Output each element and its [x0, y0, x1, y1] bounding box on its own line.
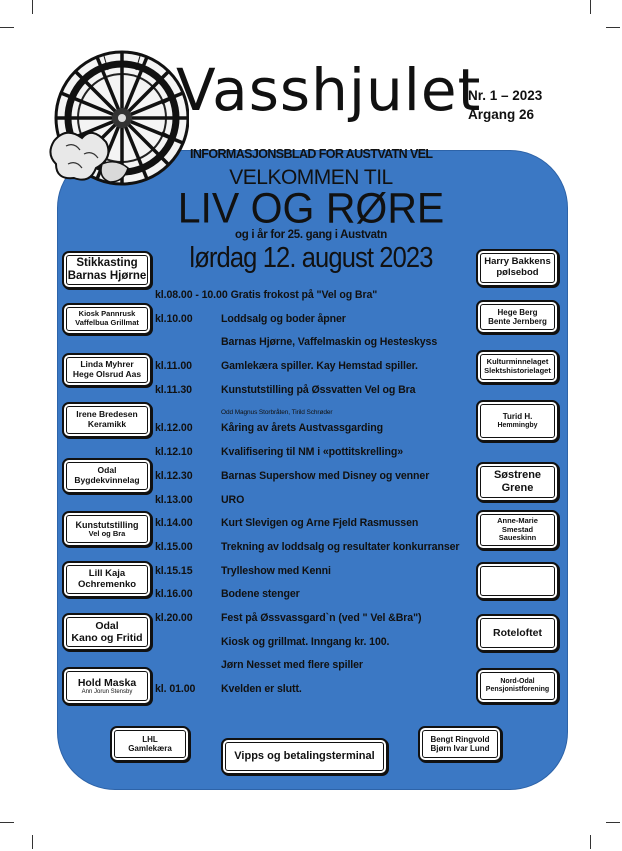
schedule-description: Kvelden er slutt.	[221, 683, 302, 695]
schedule-row	[155, 565, 485, 589]
schedule-row	[155, 470, 485, 494]
schedule-description: Loddsalg og boder åpner	[221, 312, 346, 325]
schedule-time: kl.15.00	[155, 540, 193, 553]
stand-box-left	[62, 251, 152, 289]
stand-box-left	[62, 667, 152, 705]
stand-name: Bengt Ringvold	[430, 734, 490, 744]
schedule-row	[155, 360, 485, 384]
stand-detail: Pensjonistforening	[485, 686, 550, 693]
schedule-time: kl.12.00	[155, 422, 193, 435]
stand-box-right	[476, 462, 559, 502]
schedule-row	[155, 683, 485, 707]
schedule-row	[155, 612, 485, 636]
volume-number: Årgang 26	[468, 107, 535, 122]
stand-box-left	[62, 353, 152, 387]
schedule-time: kl.12.30	[155, 469, 193, 482]
schedule-description: Kåring av årets Austvassgarding	[221, 422, 383, 435]
stand-name: Irene Bredesen	[76, 409, 138, 420]
stand-name: Kunstutstilling	[75, 519, 139, 530]
crop-mark	[590, 0, 591, 14]
welcome-heading: VELKOMMEN TIL	[229, 166, 393, 189]
stand-name: Harry Bakkens	[484, 256, 551, 268]
schedule-description: Trylleshow med Kenni	[221, 564, 331, 577]
schedule-description: Fest på Øssvassgard`n (ved " Vel &Bra")	[221, 611, 422, 624]
schedule-row	[155, 422, 485, 446]
schedule-description: URO	[221, 493, 245, 506]
stand-name: Linda Myhrer	[80, 359, 134, 370]
stand-box-bottom	[418, 726, 502, 762]
crop-mark	[0, 822, 14, 823]
anniversary-line: og i år for 25. gang i Austvatn	[235, 229, 387, 241]
stand-box-right	[476, 300, 559, 334]
stand-box-right	[476, 668, 559, 704]
stand-name: Kiosk Pannrusk	[78, 309, 136, 319]
payment-info-box	[221, 738, 388, 775]
crop-mark	[32, 0, 33, 14]
stand-box-right	[476, 249, 559, 287]
crop-mark	[606, 822, 620, 823]
payment-text: Vipps og betalingsterminal	[234, 750, 375, 763]
stand-box-right	[476, 614, 559, 652]
schedule-time: kl.11.30	[155, 383, 192, 396]
stand-name: Stikkasting	[76, 256, 138, 269]
stand-detail: Keramikk	[87, 419, 127, 429]
schedule-row	[155, 517, 485, 541]
schedule-row	[155, 336, 485, 360]
issue-number: Nr. 1 – 2023	[468, 88, 543, 103]
schedule-description: Odd Magnus Storbråten, Tirild Schrøder	[221, 409, 333, 417]
event-name-heading: LIV OG RØRE	[177, 183, 445, 233]
stand-name: Hege Berg	[497, 307, 538, 317]
stand-name: Lill Kaja	[88, 567, 126, 579]
newsletter-subtitle: INFORMASJONSBLAD FOR AUSTVATN VEL	[190, 147, 433, 161]
crop-mark	[0, 27, 14, 28]
stand-detail: Vel og Bra	[88, 528, 126, 538]
stand-detail: Bjørn Ivar Lund	[430, 744, 490, 753]
schedule-time: kl.20.00	[155, 611, 193, 624]
schedule-description: Gratis frokost på "Vel og Bra"	[230, 289, 378, 301]
schedule-time: kl. 01.00	[155, 683, 196, 695]
schedule-row	[155, 636, 485, 660]
stand-name: Anne-Marie	[497, 516, 538, 526]
stand-box-left	[62, 402, 152, 438]
stand-name: Nord-Odal	[500, 677, 535, 685]
schedule-row	[155, 289, 485, 313]
stand-name: Odal	[95, 619, 119, 632]
stand-detail: Vaffelbua Grillmat	[75, 318, 139, 327]
schedule-row	[155, 494, 485, 518]
schedule-row	[155, 446, 485, 470]
stand-detail: pølsebod	[496, 267, 539, 278]
schedule-time: kl.10.00	[155, 312, 193, 325]
schedule-row	[155, 407, 485, 422]
stand-box-bottom	[110, 726, 190, 762]
issue-info	[468, 86, 542, 124]
schedule-time: kl.14.00	[155, 517, 193, 530]
stand-box-left	[62, 458, 152, 494]
schedule-description: Jørn Nesset med flere spiller	[221, 659, 363, 672]
stand-box-left	[62, 303, 152, 335]
stand-detail: Kano og Fritid	[71, 632, 143, 644]
schedule-description: Barnas Supershow med Disney og venner	[221, 469, 430, 482]
stand-detail: Bygdekvinnelag	[74, 475, 140, 485]
schedule-time: kl.08.00 - 10.00	[155, 289, 228, 301]
program-schedule	[155, 289, 485, 707]
stand-detail: Smestad	[501, 524, 534, 534]
stand-detail: Barnas Hjørne	[67, 270, 147, 282]
stand-box-left	[62, 613, 152, 651]
stand-detail: Gamlekæra	[128, 744, 172, 753]
stand-detail: Ochremenko	[77, 578, 137, 590]
schedule-description: Kiosk og grillmat. Inngang kr. 100.	[221, 635, 390, 648]
stand-detail: Slektshistorielaget	[484, 366, 551, 375]
stand-detail: Ann Jorun Stensby	[81, 688, 133, 695]
schedule-row	[155, 541, 485, 565]
stand-detail: Hemmingby	[497, 421, 538, 429]
stand-name: Odal	[97, 465, 117, 476]
schedule-row	[155, 659, 485, 683]
schedule-time: kl.12.10	[155, 446, 193, 459]
stand-name: Turid H.	[502, 412, 533, 422]
stand-box-left	[62, 511, 152, 547]
schedule-time: kl.13.00	[155, 493, 193, 506]
crop-mark	[32, 835, 33, 849]
stand-box-right	[476, 350, 559, 384]
schedule-row	[155, 384, 485, 408]
schedule-description: Trekning av loddsalg og resultater konkurranser	[221, 540, 460, 553]
schedule-description: Kunstutstilling på Øssvatten Vel og Bra	[221, 383, 416, 396]
schedule-time: kl.15.15	[155, 564, 193, 577]
schedule-description: Kvalifisering til NM i «pottitskrelling»	[221, 446, 404, 459]
stand-name: Hold Maska	[77, 676, 137, 689]
stand-name: LHL	[142, 734, 158, 744]
schedule-time: kl.16.00	[155, 588, 193, 601]
newsletter-title: Vasshjulet	[176, 56, 482, 124]
schedule-description: Bodene stenger	[221, 588, 300, 601]
crop-mark	[590, 835, 591, 849]
stand-detail: Hege Olsrud Aas	[72, 369, 142, 379]
stand-box-right-empty	[476, 562, 559, 600]
schedule-description: Kurt Slevigen og Arne Fjeld Rasmussen	[221, 517, 419, 530]
schedule-description: Barnas Hjørne, Vaffelmaskin og Hesteskyss	[221, 336, 438, 349]
stand-box-left	[62, 561, 152, 598]
schedule-description: Gamlekæra spiller. Kay Hemstad spiller.	[221, 360, 418, 373]
stand-detail: Bente Jernberg	[488, 317, 547, 326]
stand-name: Roteloftet	[493, 626, 542, 639]
stand-box-right	[476, 400, 559, 442]
event-date: lørdag 12. august 2023	[189, 242, 433, 274]
schedule-row	[155, 588, 485, 612]
crop-mark	[606, 27, 620, 28]
stand-name: Kulturminnelaget	[486, 357, 549, 367]
stand-box-right	[476, 510, 559, 550]
schedule-time: kl.11.00	[155, 360, 192, 373]
stand-detail: Saueskinn	[498, 533, 537, 543]
schedule-row	[155, 313, 485, 337]
stand-name: Søstrene	[493, 469, 542, 482]
stand-detail: Grene	[501, 482, 534, 494]
